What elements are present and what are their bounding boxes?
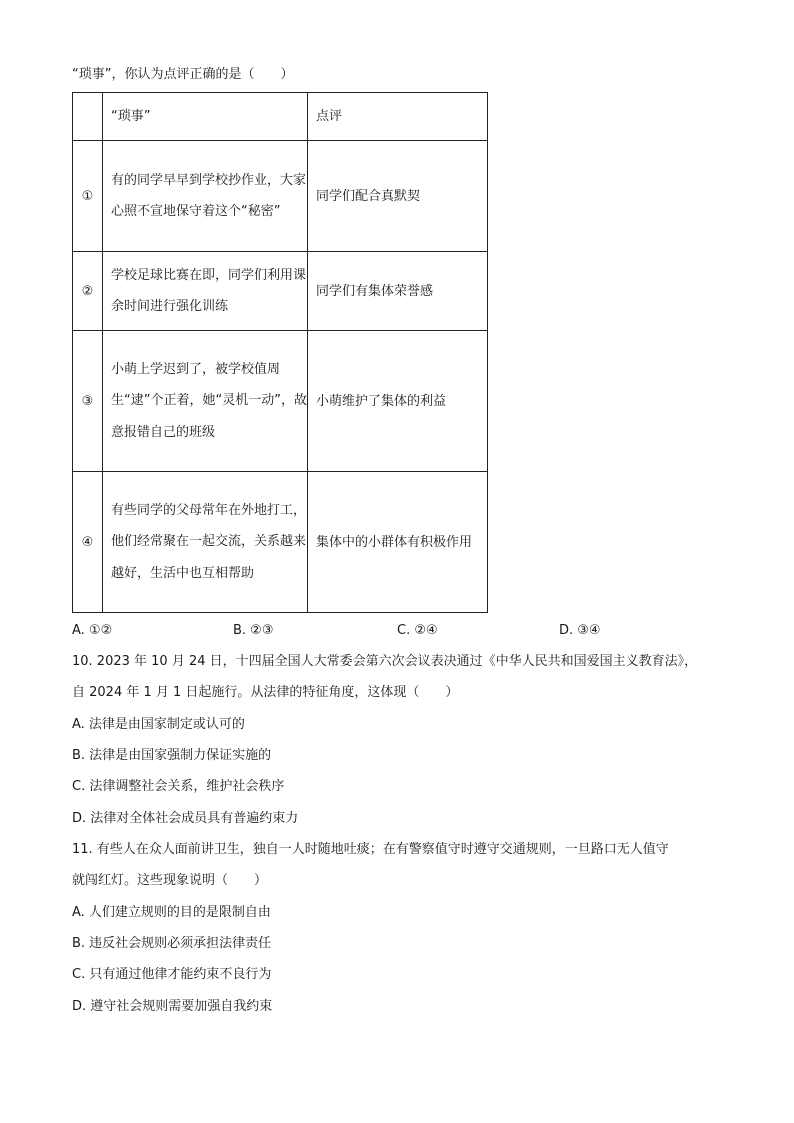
table-row <box>73 141 488 252</box>
row-event: 学校足球比赛在即，同学们利用课余时间进行强化训练 <box>103 252 308 331</box>
q10-option-c[interactable]: C. 法律调整社会关系，维护社会秩序 <box>72 779 285 794</box>
row-event: 有的同学早早到学校抄作业，大家心照不宣地保守着这个“秘密” <box>103 141 308 252</box>
q9-option-c[interactable]: C. ②④ <box>397 623 438 638</box>
header-comment-cell: 点评 <box>308 93 488 141</box>
row-comment: 同学们配合真默契 <box>308 141 488 252</box>
row-num: ② <box>73 252 103 331</box>
q11-option-d[interactable]: D. 遵守社会规则需要加强自我约束 <box>72 999 273 1014</box>
q11-option-b[interactable]: B. 违反社会规则必须承担法律责任 <box>72 936 272 951</box>
table-row <box>73 331 488 472</box>
table-row <box>73 252 488 331</box>
events-table <box>72 92 488 613</box>
row-event: 小萌上学迟到了，被学校值周生“逮”个正着，她“灵机一动”，故意报错自己的班级 <box>103 331 308 472</box>
q9-option-a[interactable]: A. ①② <box>72 623 113 638</box>
table-header-row <box>73 93 488 141</box>
q10-stem-line1: 10. 2023 年 10 月 24 日，十四届全国人大常委会第六次会议表决通过《中华人民共和国爱国主义教育法》， <box>72 654 698 669</box>
q10-option-b[interactable]: B. 法律是由国家强制力保证实施的 <box>72 748 272 763</box>
q11-option-c[interactable]: C. 只有通过他律才能约束不良行为 <box>72 967 272 982</box>
q11-stem-line1: 11. 有些人在众人面前讲卫生，独自一人时随地吐痰；在有警察值守时遵守交通规则，一旦路口无人值守 <box>72 842 669 857</box>
header-num-cell <box>73 93 103 141</box>
q9-option-b[interactable]: B. ②③ <box>233 623 274 638</box>
row-comment: 同学们有集体荣誉感 <box>308 252 488 331</box>
q9-stem-tail: “琐事”，你认为点评正确的是（ ） <box>72 67 294 82</box>
q11-stem-line2: 就闯红灯。这些现象说明（ ） <box>72 873 268 888</box>
row-event: 有些同学的父母常年在外地打工，他们经常聚在一起交流，关系越来越好，生活中也互相帮助 <box>103 472 308 613</box>
q10-option-a[interactable]: A. 法律是由国家制定或认可的 <box>72 717 245 732</box>
row-num: ④ <box>73 472 103 613</box>
q10-stem-line2: 自 2024 年 1 月 1 日起施行。从法律的特征角度，这体现（ ） <box>72 685 459 700</box>
row-comment: 小萌维护了集体的利益 <box>308 331 488 472</box>
table-row <box>73 472 488 613</box>
row-comment: 集体中的小群体有积极作用 <box>308 472 488 613</box>
header-event-cell: “琐事” <box>103 93 308 141</box>
q9-options <box>72 622 632 640</box>
q10-option-d[interactable]: D. 法律对全体社会成员具有普遍约束力 <box>72 811 299 826</box>
q9-option-d[interactable]: D. ③④ <box>559 623 601 638</box>
q11-option-a[interactable]: A. 人们建立规则的目的是限制自由 <box>72 905 271 920</box>
row-num: ① <box>73 141 103 252</box>
row-num: ③ <box>73 331 103 472</box>
